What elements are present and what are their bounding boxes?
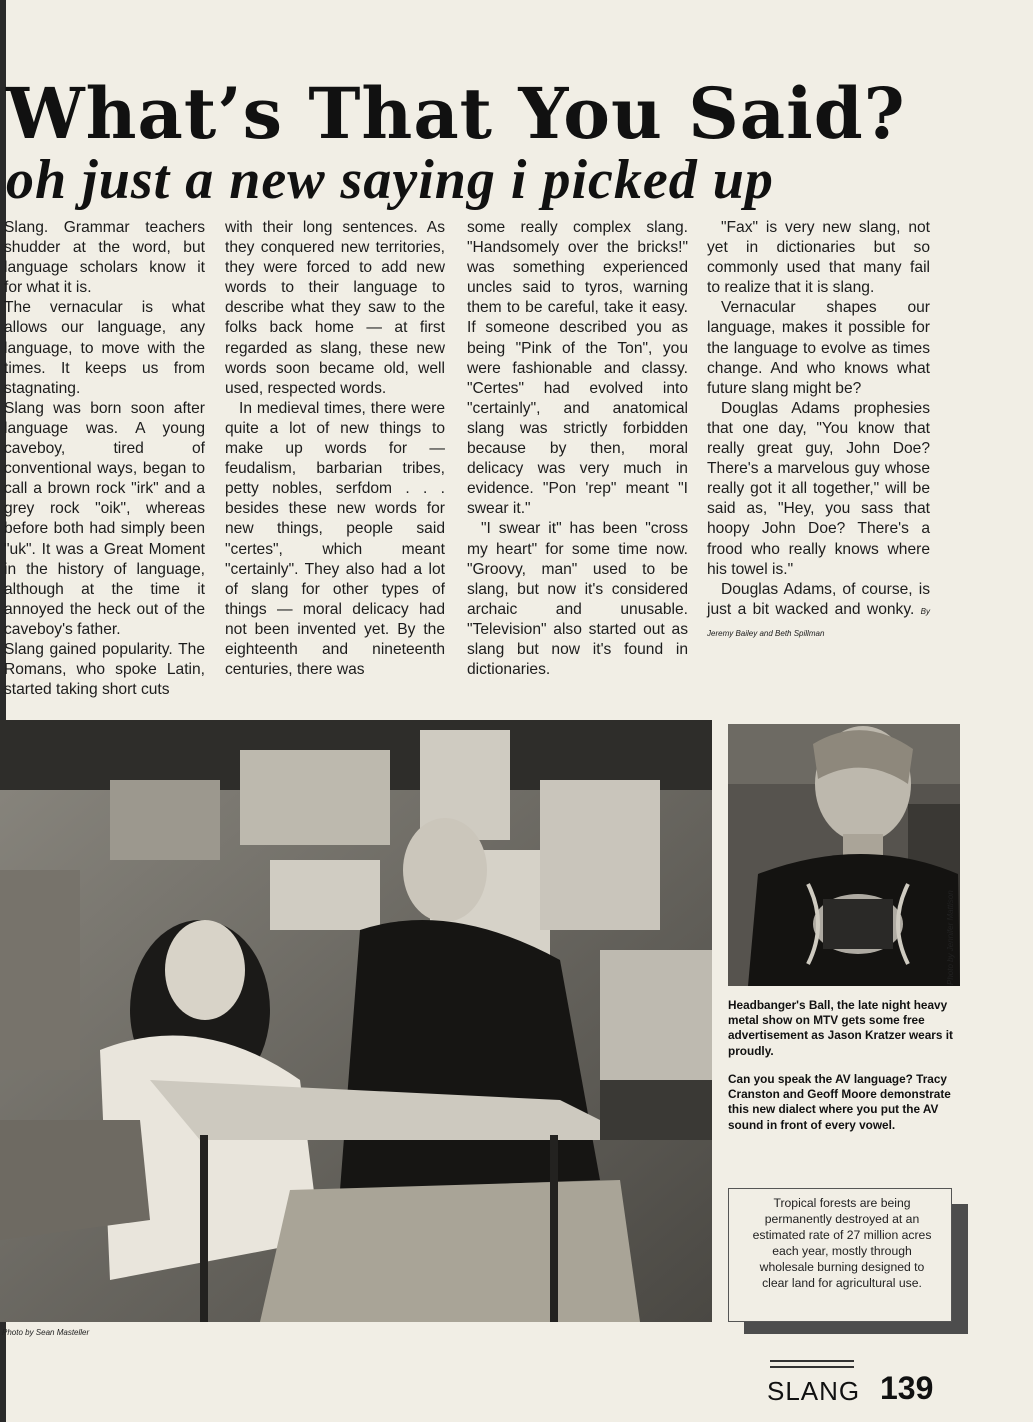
- paragraph: with their long sentences. As they conquered new territories, they were forced to add new words to their language to describe what they saw to the folks back home — at first regarded as slang, these new words soon became old, well used, respected words.: [225, 219, 445, 397]
- paragraph: Douglas Adams prophesies that one day, "You know that really great guy, John Doe? There's a marvelous guy whose really got it all together," will be said as, "Hey, you sass that hoopy John Doe? There's a frood who really knows where his towel is.": [707, 399, 930, 578]
- paragraph: some really complex slang. "Handsomely over the bricks!" was something experienced uncles said to tyros, warning them to be careful, take it easy. If someone described you as being "Pink of the Ton", you were fashionable and classy. "Certes" had evolved into "certainly", and anatomical slang was strictly forbidden because by then, moral delicacy was very much in evidence. "Pon 'rep" meant "I swear it.": [467, 219, 688, 518]
- fact-box-text: Tropical forests are being permanently destroyed at an estimated rate of 27 million acres each year, mostly through wholesale burning designed to clear land for agricultural use.: [752, 1196, 932, 1290]
- article-column-4: [707, 218, 930, 644]
- article-column-2: [225, 218, 445, 680]
- paragraph: Slang. Grammar teachers shudder at the word, but language scholars know it for what it is.: [4, 219, 205, 297]
- author-byline: By Jeremy Bailey and Beth Spillman: [707, 606, 930, 638]
- photo-caption: Can you speak the AV language? Tracy Cranston and Geoff Moore demonstrate this new dialect where you put the AV sound in front of every vowel.: [728, 1072, 951, 1132]
- classroom-photo: [0, 720, 712, 1322]
- paragraph: Slang gained popularity. The Romans, who spoke Latin, started taking short cuts: [4, 640, 205, 699]
- photo-caption: Headbanger's Ball, the late night heavy metal show on MTV gets some free advertisement as Jason Kratzer wears it proudly.: [728, 998, 953, 1058]
- paragraph: In medieval times, there were quite a lot of new things to make up words for — feudalism, barbarian tribes, petty nobles, serfdom . . . besides these new words for new things, people said "certes", which meant "certainly". They also had a lot of slang for other types of things — moral delicacy had not been invented yet. By the eighteenth and nineteenth centuries, there was: [225, 399, 445, 679]
- article-column-1: [4, 218, 205, 700]
- paragraph: Slang was born soon after language was. A young caveboy, tired of conventional ways, began to call a brown rock "irk" and a grey rock "oik", whereas before both had simply been "uk". It was a Great Moment in the history of language, although at the time it annoyed the heck out of the caveboy's father.: [4, 399, 205, 638]
- section-label: SLANG: [767, 1376, 861, 1406]
- classroom-photo-image: [0, 720, 712, 1322]
- student-portrait-image: [728, 724, 960, 986]
- subheadline: oh just a new saying i picked up: [6, 149, 774, 211]
- fact-box: [728, 1188, 952, 1322]
- paragraph: [707, 580, 930, 644]
- paragraph-text: Douglas Adams, of course, is just a bit wacked and wonky.: [707, 580, 930, 618]
- photo-credit: Photo by Sean Masteller: [2, 1328, 90, 1337]
- headline: What’s That You Said?: [6, 72, 906, 155]
- photo-credit-vertical: Photo by Jennifer Mattison: [946, 890, 955, 985]
- footer-rule: [770, 1366, 854, 1368]
- paragraph: The vernacular is what allows our language, any language, to move with the times. It keeps us from stagnating.: [4, 299, 205, 397]
- paragraph: "I swear it" has been "cross my heart" for some time now. "Groovy, man" used to be slang, but now it's considered archaic and unusable. "Television" also started out as slang but now it's found in dictionaries.: [467, 520, 688, 679]
- paragraph: "Fax" is very new slang, not yet in dictionaries but so commonly used that many fail to realize that it is slang.: [707, 219, 930, 297]
- student-portrait-photo: [728, 724, 960, 986]
- paragraph: Vernacular shapes our language, makes it possible for the language to evolve as times change. And who knows what future slang might be?: [707, 299, 930, 397]
- article-column-3: [467, 218, 688, 680]
- footer-rule: [770, 1360, 854, 1362]
- page-number: 139: [880, 1370, 934, 1406]
